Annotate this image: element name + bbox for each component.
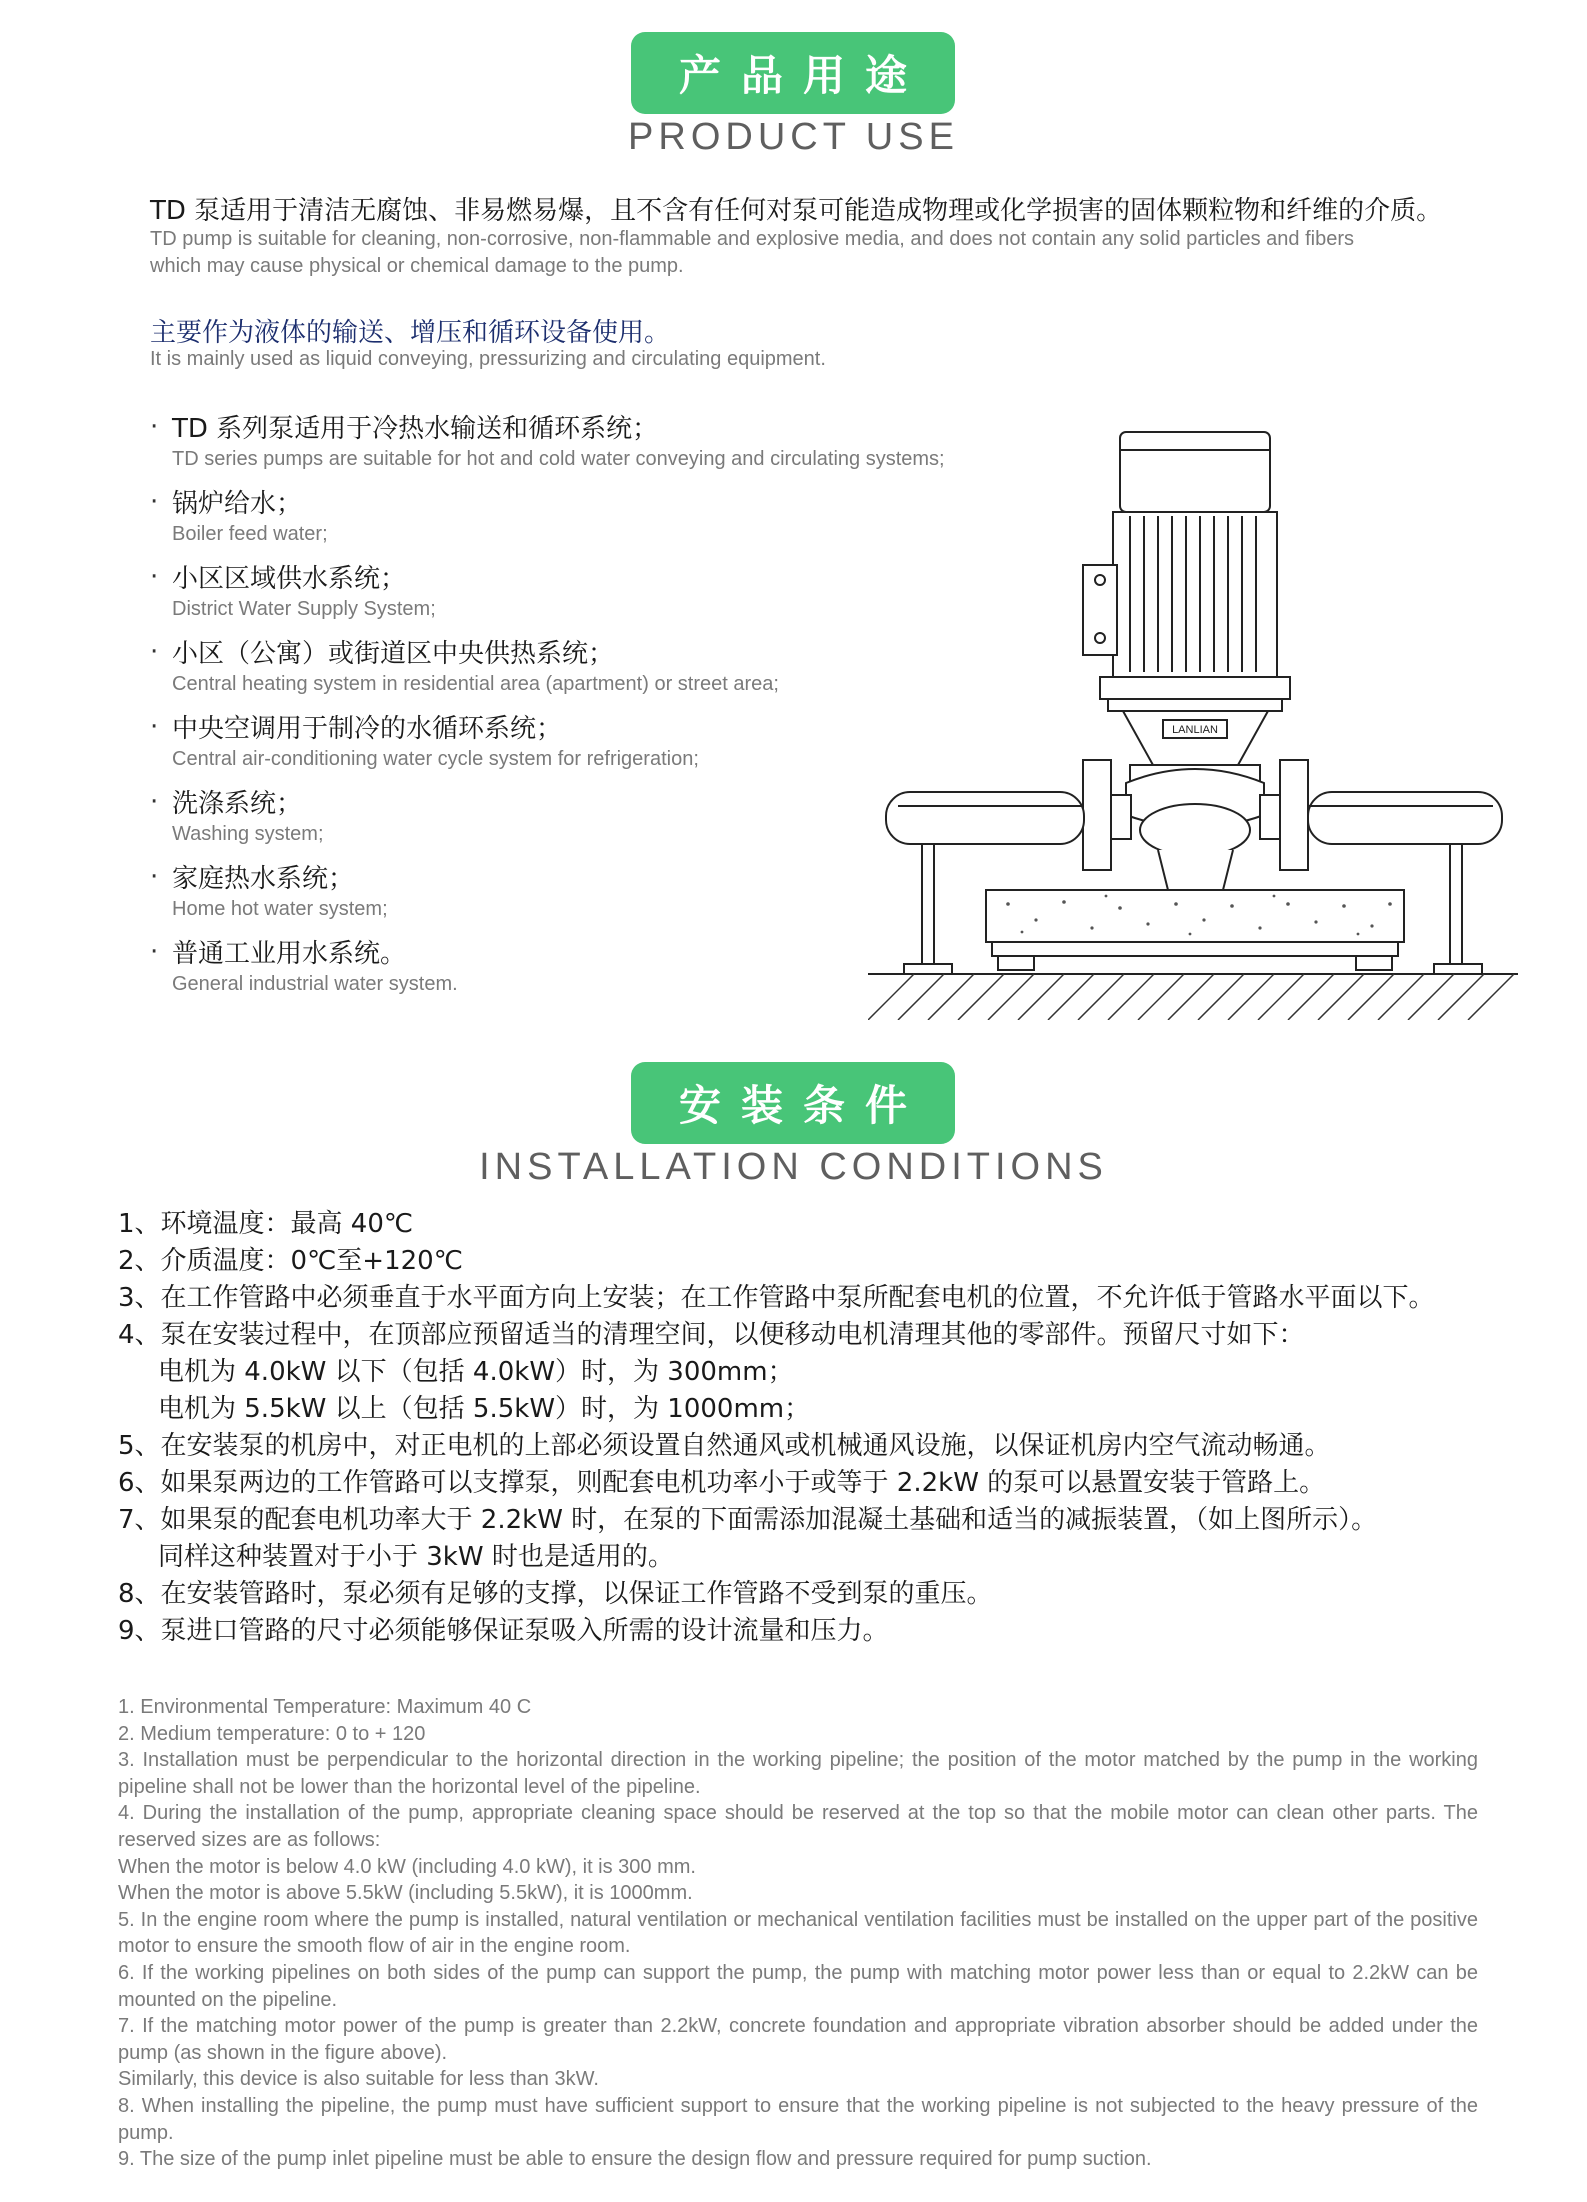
condition-en-paragraph: When the motor is below 4.0 kW (including 4.0 kW), it is 300 mm. [118,1855,696,1878]
vibration-isolator [998,956,1034,970]
use-item-zh: TD 系列泵适用于冷热水输送和循环系统； [172,414,659,444]
bullet: · [150,637,159,667]
motor-fan-cover [1120,432,1270,512]
installation-conditions-en [118,1694,1478,2173]
use-item-en: District Water Supply System; [172,598,436,620]
outlet-flange [1280,760,1308,870]
pump-nameplate-text: LANLIAN [1172,724,1218,736]
use-item-en: General industrial water system. [172,973,458,995]
use-item-en: Washing system; [172,823,324,845]
condition-en-paragraph: 2. Medium temperature: 0 to + 120 [118,1722,426,1745]
use-item-en: Boiler feed water; [172,523,328,545]
condition-zh-line: 8、在安装管路时，泵必须有足够的支撑，以保证工作管路不受到泵的重压。 [118,1579,993,1609]
inlet-flange [1083,760,1111,870]
use-item-en: Central heating system in residential area (apartment) or street area; [172,673,779,695]
use-item-zh: 中央空调用于制冷的水循环系统； [172,714,563,744]
intro-en-line2: which may cause physical or chemical damage to the pump. [150,255,684,277]
condition-zh-line: 电机为 4.0kW 以下（包括 4.0kW）时，为 300mm； [158,1357,794,1387]
bullet: · [150,712,159,742]
condition-en-paragraph: 7. If the matching motor power of the pump is greater than 2.2kW, concrete foundation and appropriate vibration absorber should be added under the pump (as shown in the figure above). [118,2015,1478,2064]
installation-title-zh: 安装条件 [678,1081,927,1130]
condition-zh-line: 电机为 5.5kW 以上（包括 5.5kW）时，为 1000mm； [158,1394,811,1424]
bullet: · [150,862,159,892]
use-item-zh: 普通工业用水系统。 [172,939,407,969]
use-item-zh: 洗涤系统； [172,789,303,819]
bullet: · [150,787,159,817]
concrete-foundation [986,890,1404,942]
installation-title-en: INSTALLATION CONDITIONS [479,1146,1108,1188]
condition-en-paragraph: When the motor is above 5.5kW (including 5.5kW), it is 1000mm. [118,1882,693,1905]
outlet-pipe [1308,792,1502,844]
condition-en-paragraph: 1. Environmental Temperature: Maximum 40 C [118,1696,532,1718]
bullet: · [150,412,159,442]
condition-zh-line: 2、介质温度：0℃至+120℃ [118,1246,463,1276]
condition-en-paragraph: 8. When installing the pipeline, the pump must have sufficient support to ensure that the working pipeline is not subjected to the heavy pressure of the pump. [118,2094,1478,2144]
intro-zh: TD 泵适用于清洁无腐蚀、非易燃易爆，且不含有任何对泵可能造成物理或化学损害的固体颗粒物和纤维的介质。 [150,196,1443,226]
main-use-en: It is mainly used as liquid conveying, pressurizing and circulating equipment. [150,348,826,370]
product-use-title-zh: 产品用途 [678,51,927,100]
condition-zh-line: 同样这种装置对于小于 3kW 时也是适用的。 [158,1542,674,1572]
condition-zh-line: 5、在安装泵的机房中，对正电机的上部必须设置自然通风或机械通风设施，以保证机房内空气流动畅通。 [118,1431,1331,1461]
use-item-zh: 家庭热水系统； [172,864,355,894]
product-use-badge [631,32,955,114]
intro-en-line1: TD pump is suitable for cleaning, non-corrosive, non-flammable and explosive media, and does not contain any solid particles and fibers [150,228,1354,250]
product-use-title-en: PRODUCT USE [628,116,959,158]
use-item-en: Home hot water system; [172,898,388,920]
condition-zh-line: 7、如果泵的配套电机功率大于 2.2kW 时，在泵的下面需添加混凝土基础和适当的减振装置，（如上图所示）。 [118,1505,1378,1535]
motor-body [1113,512,1277,677]
use-item-zh: 锅炉给水； [172,489,303,519]
condition-zh-line: 3、在工作管路中必须垂直于水平面方向上安装；在工作管路中泵所配套电机的位置，不允许低于管路水平面以下。 [118,1283,1435,1313]
installation-conditions-zh [118,1206,1435,1650]
inlet-pipe [886,792,1084,844]
condition-en-paragraph: 9. The size of the pump inlet pipeline must be able to ensure the design flow and pressure required for pump suction. [118,2148,1152,2171]
condition-en-paragraph: 5. In the engine room where the pump is installed, natural ventilation or mechanical ventilation facilities must be installed on the upper part of the positive motor to ensure the smooth flow of air in the engine room. [118,1908,1478,1958]
main-use-zh: 主要作为液体的输送、增压和循环设备使用。 [150,318,671,348]
bullet: · [150,562,159,592]
use-item-en: Central air-conditioning water cycle system for refrigeration; [172,748,699,770]
terminal-box [1083,565,1117,655]
use-item-en: TD series pumps are suitable for hot and cold water conveying and circulating systems; [172,448,945,470]
bullet: · [150,487,159,517]
vibration-isolator [1356,956,1392,970]
condition-en-paragraph: 6. If the working pipelines on both sides of the pump can support the pump, the pump with matching motor power less than or equal to 2.2kW can be mounted on the pipeline. [118,1961,1478,2011]
motor-flange [1100,677,1290,699]
bullet: · [150,937,159,967]
installation-badge [631,1062,955,1144]
condition-zh-line: 1、环境温度：最高 40℃ [118,1209,414,1239]
use-item-zh: 小区（公寓）或街道区中央供热系统； [172,639,615,669]
condition-en-paragraph: 3. Installation must be perpendicular to the horizontal direction in the working pipeline; the position of the motor matched by the pump in the working pipeline shall not be lower than the horizontal level of the pipeline. [118,1749,1478,1798]
pump-installation-drawing [868,420,1518,1020]
condition-en-paragraph: Similarly, this device is also suitable for less than 3kW. [118,2068,599,2091]
condition-zh-line: 4、泵在安装过程中，在顶部应预留适当的清理空间，以便移动电机清理其他的零部件。预留尺寸如下： [118,1320,1305,1350]
condition-zh-line: 9、泵进口管路的尺寸必须能够保证泵吸入所需的设计流量和压力。 [118,1616,889,1646]
condition-zh-line: 6、如果泵两边的工作管路可以支撑泵，则配套电机功率小于或等于 2.2kW 的泵可以悬置安装于管路上。 [118,1468,1326,1498]
use-item-zh: 小区区域供水系统； [172,564,407,594]
condition-en-paragraph: 4. During the installation of the pump, appropriate cleaning space should be reserved at the top so that the mobile motor can clean other parts. The reserved sizes are as follows: [118,1802,1478,1851]
